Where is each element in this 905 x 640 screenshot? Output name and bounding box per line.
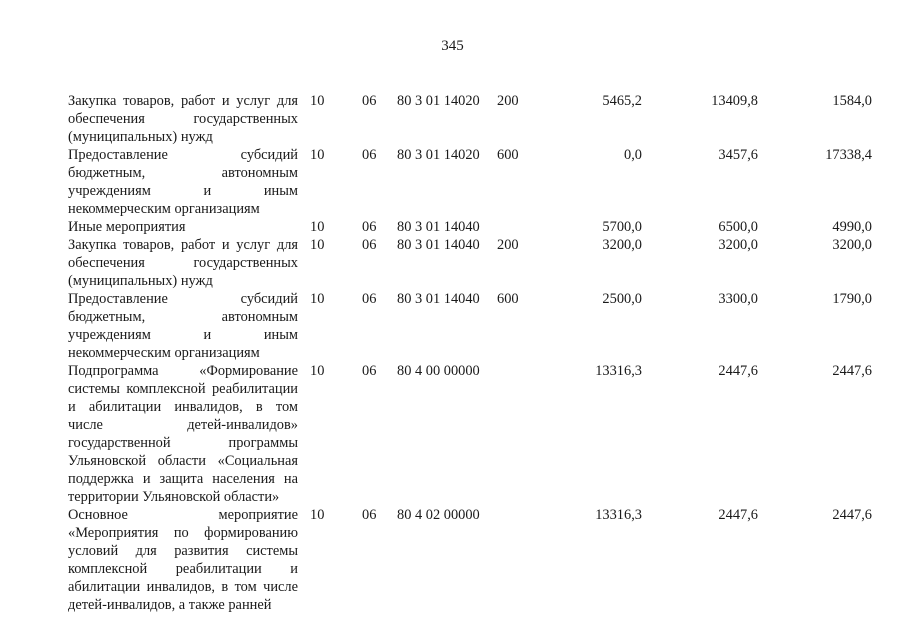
row-amount-2: 6500,0 [718, 219, 758, 235]
row-amount-2: 2447,6 [718, 507, 758, 523]
row-target-article: 80 4 02 00000 [397, 507, 480, 523]
row-amount-3: 1790,0 [832, 291, 872, 307]
row-section-code: 10 [310, 507, 325, 523]
row-subsection-code: 06 [362, 291, 377, 307]
row-subsection-code: 06 [362, 147, 377, 163]
row-subsection-code: 06 [362, 363, 377, 379]
row-amount-2: 13409,8 [711, 93, 758, 109]
row-expense-type: 600 [497, 291, 519, 307]
row-target-article: 80 3 01 14040 [397, 237, 480, 253]
row-amount-2: 3200,0 [718, 237, 758, 253]
row-name: Предоставление субсидий бюджетным, автономным учреждениям и иным некоммерческим организациям [68, 291, 298, 361]
row-target-article: 80 3 01 14040 [397, 291, 480, 307]
budget-table [68, 92, 872, 614]
row-target-article: 80 3 01 14020 [397, 93, 480, 109]
table-row [68, 362, 872, 506]
row-expense-type: 200 [497, 237, 519, 253]
row-expense-type: 200 [497, 93, 519, 109]
row-section-code: 10 [310, 93, 325, 109]
row-target-article: 80 3 01 14020 [397, 147, 480, 163]
row-target-article: 80 4 00 00000 [397, 363, 480, 379]
table-row [68, 146, 872, 218]
row-amount-1: 5700,0 [602, 219, 642, 235]
row-target-article: 80 3 01 14040 [397, 219, 480, 235]
row-name: Закупка товаров, работ и услуг для обеспечения государственных (муниципальных) нужд [68, 93, 298, 145]
row-amount-3: 1584,0 [832, 93, 872, 109]
row-expense-type [497, 506, 554, 614]
row-amount-1: 13316,3 [595, 507, 642, 523]
row-expense-type: 600 [497, 147, 519, 163]
row-amount-2: 2447,6 [718, 363, 758, 379]
row-amount-1: 5465,2 [602, 93, 642, 109]
row-amount-3: 3200,0 [832, 237, 872, 253]
row-section-code: 10 [310, 147, 325, 163]
row-amount-3: 2447,6 [832, 363, 872, 379]
table-row [68, 506, 872, 614]
row-amount-1: 2500,0 [602, 291, 642, 307]
row-expense-type [497, 362, 554, 506]
row-subsection-code: 06 [362, 507, 377, 523]
row-amount-3: 2447,6 [832, 507, 872, 523]
row-name: Основное мероприятие «Мероприятия по формированию условий для развития системы комплексной реабилитации и абилитации инвалидов, в том числе детей-инвалидов, а также ранней [68, 507, 298, 613]
table-row [68, 290, 872, 362]
row-name: Предоставление субсидий бюджетным, автономным учреждениям и иным некоммерческим организациям [68, 147, 298, 217]
row-section-code: 10 [310, 219, 325, 235]
row-amount-3: 4990,0 [832, 219, 872, 235]
row-amount-1: 3200,0 [602, 237, 642, 253]
row-section-code: 10 [310, 291, 325, 307]
table-row [68, 236, 872, 290]
row-subsection-code: 06 [362, 219, 377, 235]
row-amount-2: 3300,0 [718, 291, 758, 307]
row-expense-type [497, 218, 554, 236]
table-row [68, 218, 872, 236]
table-row [68, 92, 872, 146]
row-amount-1: 0,0 [624, 147, 642, 163]
row-amount-1: 13316,3 [595, 363, 642, 379]
row-name: Подпрограмма «Формирование системы комплексной реабилитации и абилитации инвалидов, в том числе детей-инвалидов» государственной программы Ульяновской области «Социальная поддержка и защита населения на территории Ульяновской области» [68, 363, 298, 505]
row-amount-3: 17338,4 [825, 147, 872, 163]
row-amount-2: 3457,6 [718, 147, 758, 163]
row-name: Иные мероприятия [68, 219, 186, 235]
row-section-code: 10 [310, 237, 325, 253]
row-section-code: 10 [310, 363, 325, 379]
row-name: Закупка товаров, работ и услуг для обеспечения государственных (муниципальных) нужд [68, 237, 298, 289]
page-number: 345 [441, 38, 464, 54]
row-subsection-code: 06 [362, 237, 377, 253]
row-subsection-code: 06 [362, 93, 377, 109]
